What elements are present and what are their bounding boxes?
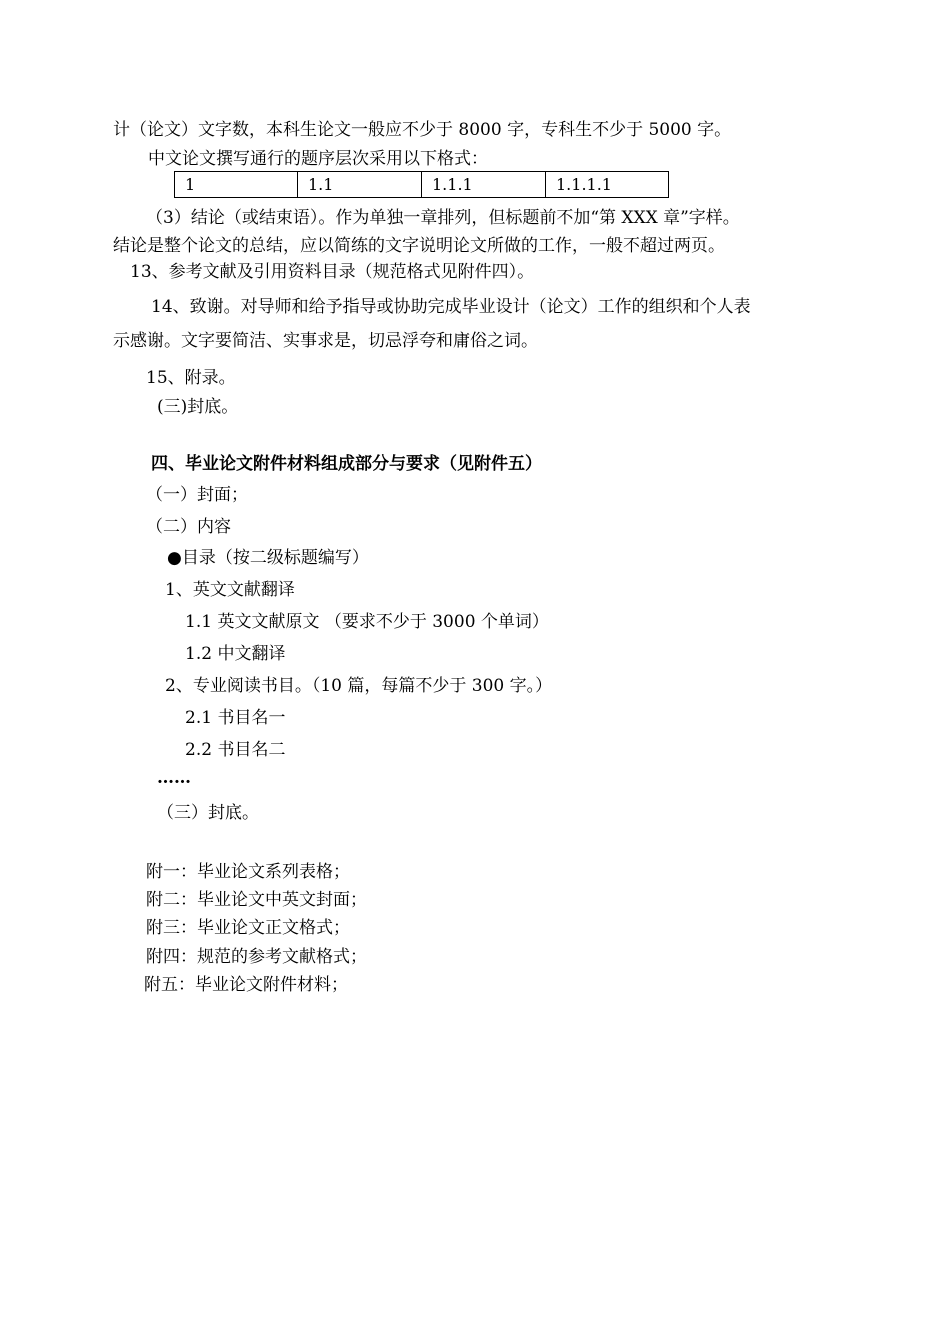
list-item: 1.1 英文文献原文 （要求不少于 3000 个单词）: [185, 612, 549, 632]
section-heading: 四、毕业论文附件材料组成部分与要求（见附件五）: [151, 454, 542, 474]
list-item: 2、专业阅读书目。（10 篇，每篇不少于 300 字。）: [165, 676, 553, 696]
appendix-item: 附五：毕业论文附件材料；: [144, 975, 348, 995]
paragraph-conclusion: （3）结论（或结束语）。作为单独一章排列，但标题前不加“第 XXX 章”字样。: [146, 208, 740, 228]
appendix-item: 附二：毕业论文中英文封面；: [146, 890, 367, 910]
item-references: 13、参考文献及引用资料目录（规范格式见附件四）。: [130, 262, 535, 282]
paragraph-word-count: 计（论文）文字数，本科生论文一般应不少于 8000 字，专科生不少于 5000 字。: [113, 120, 732, 140]
list-item: （一）封面；: [146, 485, 248, 505]
table-row: [175, 172, 669, 198]
list-item: （三）封底。: [157, 803, 259, 823]
item-acknowledgement: 14、致谢。对导师和给予指导或协助完成毕业设计（论文）工作的组织和个人表: [151, 297, 751, 317]
table-cell-level-3: 1.1.1: [422, 172, 546, 198]
appendix-item: 附一：毕业论文系列表格；: [146, 862, 350, 882]
list-item: 2.1 书目名一: [185, 708, 286, 728]
item-back-cover: (三)封底。: [157, 397, 239, 417]
paragraph-conclusion-cont: 结论是整个论文的总结，应以简练的文字说明论文所做的工作，一般不超过两页。: [113, 236, 725, 256]
heading-level-table: [174, 171, 669, 198]
table-cell-level-2: 1.1: [298, 172, 422, 198]
table-cell-level-4: 1.1.1.1: [546, 172, 669, 198]
list-item: （二）内容: [146, 517, 231, 537]
item-acknowledgement-cont: 示感谢。文字要简洁、实事求是，切忌浮夸和庸俗之词。: [113, 331, 538, 351]
list-item: 1.2 中文翻译: [185, 644, 286, 664]
table-cell-level-1: 1: [175, 172, 298, 198]
appendix-item: 附四：规范的参考文献格式；: [146, 947, 367, 967]
appendix-item: 附三：毕业论文正文格式；: [146, 918, 350, 938]
ellipsis: ……: [157, 768, 191, 788]
item-appendix: 15、附录。: [146, 368, 236, 388]
paragraph-heading-format: 中文论文撰写通行的题序层次采用以下格式：: [148, 149, 488, 169]
list-item: 2.2 书目名二: [185, 740, 286, 760]
list-item-toc: ●目录（按二级标题编写）: [167, 548, 369, 568]
list-item: 1、英文文献翻译: [165, 580, 295, 600]
